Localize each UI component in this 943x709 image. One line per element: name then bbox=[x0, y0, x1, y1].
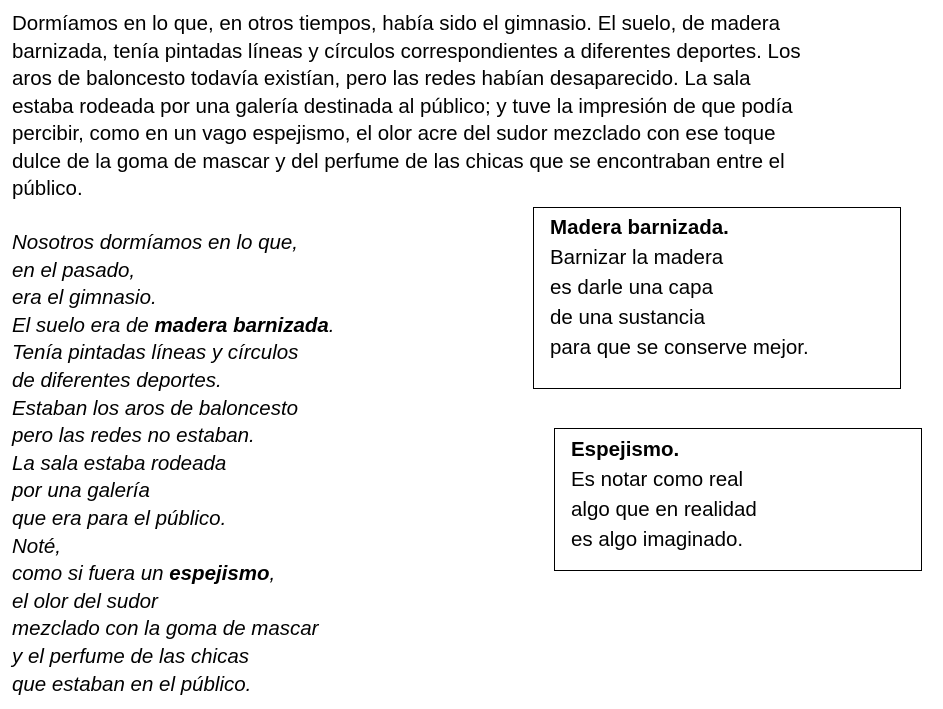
simplified-line: en el pasado, bbox=[12, 258, 136, 282]
paragraph-line: aros de baloncesto todavía existían, pero las redes habían desaparecido. La sala bbox=[12, 67, 751, 90]
glossary-term: Espejismo. bbox=[571, 438, 680, 461]
simplified-line: y el perfume de las chicas bbox=[12, 644, 250, 668]
simplified-line: de diferentes deportes. bbox=[12, 368, 222, 392]
glossary-definition-line: es algo imaginado. bbox=[571, 528, 744, 551]
paragraph-line: público. bbox=[12, 177, 83, 200]
simplified-line: Nosotros dormíamos en lo que, bbox=[12, 231, 298, 254]
paragraph-line: Dormíamos en lo que, en otros tiempos, había sido el gimnasio. El suelo, de madera bbox=[12, 12, 781, 35]
simplified-line: el olor del sudor bbox=[12, 589, 158, 613]
simplified-line: por una galería bbox=[12, 479, 150, 503]
simplified-line: que estaban en el público. bbox=[12, 672, 252, 696]
simplified-text-segment: . bbox=[328, 313, 335, 337]
paragraph-line: estaba rodeada por una galería destinada al público; y tuve la impresión de que podía bbox=[12, 94, 793, 118]
glossary-box-espejismo bbox=[554, 428, 922, 571]
original-paragraph bbox=[12, 10, 932, 203]
simplified-line: Estaban los aros de baloncesto bbox=[12, 396, 299, 420]
simplified-line: La sala estaba rodeada bbox=[12, 451, 227, 475]
simplified-line: Tenía pintadas líneas y círculos bbox=[12, 341, 299, 365]
glossary-box-madera-barnizada bbox=[533, 207, 901, 389]
simplified-line: pero las redes no estaban. bbox=[12, 424, 255, 448]
simplified-line: que era para el público. bbox=[12, 506, 227, 530]
paragraph-line: barnizada, tenía pintadas líneas y círculos correspondientes a diferentes deportes. Los bbox=[12, 39, 801, 63]
glossary-definition-line: es darle una capa bbox=[550, 276, 713, 299]
simplified-line: era el gimnasio. bbox=[12, 286, 157, 310]
simplified-line bbox=[12, 560, 334, 588]
glossary-definition-line: algo que en realidad bbox=[571, 498, 757, 521]
paragraph-line: dulce de la goma de mascar y del perfume de las chicas que se encontraban entre el bbox=[12, 149, 785, 173]
simplified-text-segment: como si fuera un bbox=[12, 562, 170, 586]
paragraph-line: percibir, como en un vago espejismo, el olor acre del sudor mezclado con ese toque bbox=[12, 122, 776, 145]
glossary-definition-line: Barnizar la madera bbox=[550, 246, 724, 269]
highlighted-term-espejismo: espejismo bbox=[169, 562, 270, 586]
simplified-text-segment: , bbox=[269, 562, 276, 586]
highlighted-term-madera: madera barnizada bbox=[154, 313, 329, 337]
simplified-line: Noté, bbox=[12, 534, 61, 558]
simplified-line bbox=[12, 312, 334, 340]
glossary-definition-line: para que se conserve mejor. bbox=[550, 336, 809, 359]
glossary-definition-line: Es notar como real bbox=[571, 468, 744, 491]
glossary-term: Madera barnizada. bbox=[550, 216, 729, 239]
glossary-definition-line: de una sustancia bbox=[550, 306, 706, 329]
simplified-text-segment: El suelo era de bbox=[12, 313, 155, 337]
simplified-line: mezclado con la goma de mascar bbox=[12, 617, 319, 641]
simplified-text bbox=[12, 229, 334, 698]
